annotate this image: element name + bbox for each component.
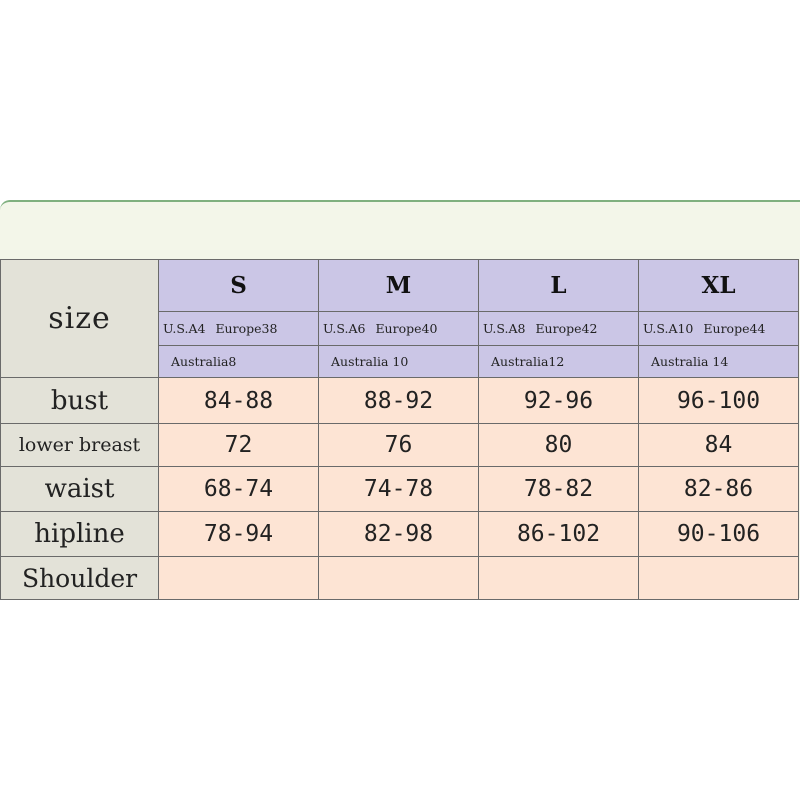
measurement-value: 82-98 [319,512,479,557]
australia-size: Australia 14 [639,346,799,378]
usa-size: U.S.A10 [643,321,694,336]
table-row [1,512,799,557]
usa-size: U.S.A6 [323,321,366,336]
europe-size: Europe42 [535,321,598,336]
measurement-value: 82-86 [639,467,799,512]
measurement-value: 86-102 [479,512,639,557]
measurement-value: 92-96 [479,378,639,424]
australia-size: Australia8 [159,346,319,378]
measurement-value: 84 [639,424,799,467]
measurement-label: Shoulder [1,557,159,600]
size-name: L [479,260,639,312]
table-row [1,557,799,600]
europe-size: Europe44 [703,321,766,336]
table-row [1,424,799,467]
size-name: M [319,260,479,312]
size-name: XL [639,260,799,312]
size-name: S [159,260,319,312]
measurement-value: 68-74 [159,467,319,512]
measurement-value [159,557,319,600]
measurement-value: 72 [159,424,319,467]
measurement-label: waist [1,467,159,512]
measurement-value: 76 [319,424,479,467]
table-row [1,378,799,424]
size-header-row [1,260,799,312]
europe-size: Europe38 [215,321,278,336]
size-conversion [319,312,479,346]
measurement-label: lower breast [1,424,159,467]
measurement-value [639,557,799,600]
measurement-value: 80 [479,424,639,467]
size-conversion [479,312,639,346]
size-table [0,259,799,600]
measurement-value: 84-88 [159,378,319,424]
measurement-value: 88-92 [319,378,479,424]
australia-size: Australia12 [479,346,639,378]
size-chart [0,200,800,598]
measurement-value: 74-78 [319,467,479,512]
measurement-value [479,557,639,600]
usa-size: U.S.A8 [483,321,526,336]
measurement-value: 90-106 [639,512,799,557]
measurement-label: hipline [1,512,159,557]
size-conversion [159,312,319,346]
measurement-value: 96-100 [639,378,799,424]
measurement-value: 78-94 [159,512,319,557]
corner-label: size [1,260,159,378]
size-conversion [639,312,799,346]
measurement-value: 78-82 [479,467,639,512]
measurement-value [319,557,479,600]
europe-size: Europe40 [375,321,438,336]
australia-size: Australia 10 [319,346,479,378]
usa-size: U.S.A4 [163,321,206,336]
measurement-label: bust [1,378,159,424]
table-row [1,467,799,512]
